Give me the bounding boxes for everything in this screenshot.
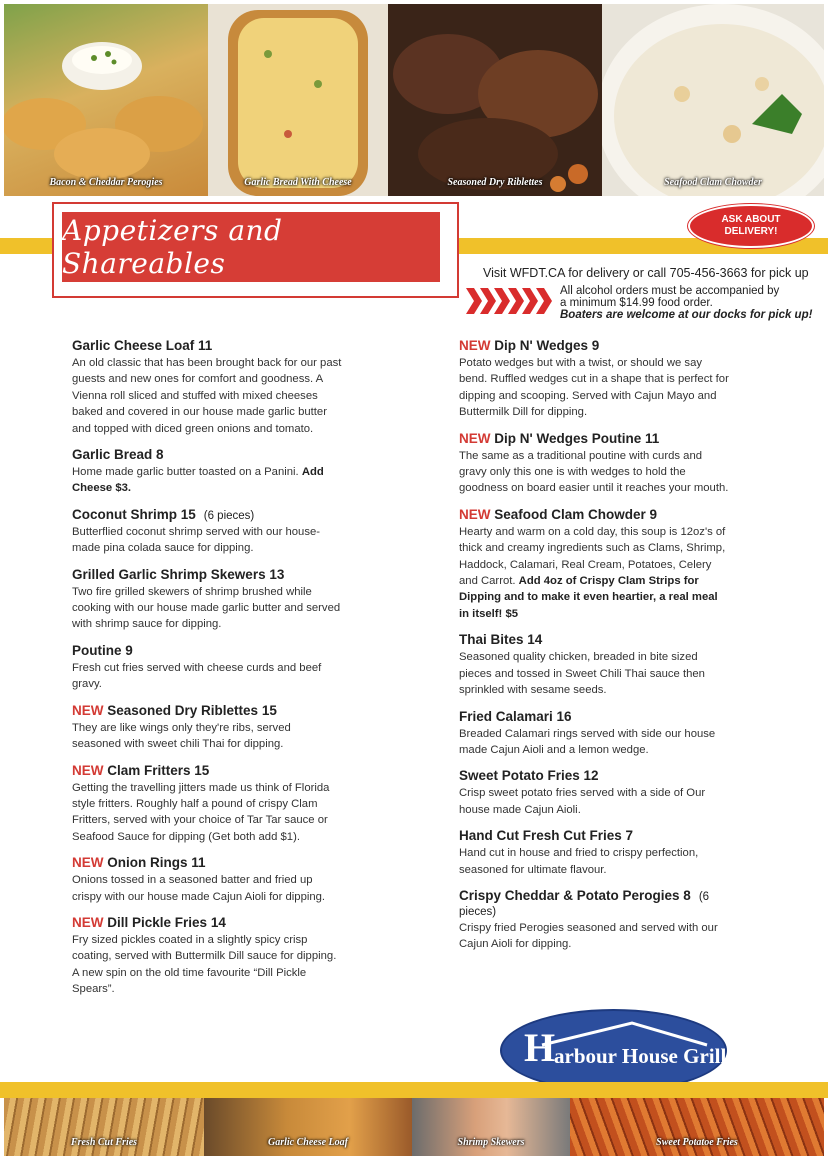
menu-item-heading [72, 567, 342, 582]
menu-item [459, 768, 729, 818]
menu-item-name: Grilled Garlic Shrimp Skewers 13 [72, 566, 285, 582]
description-text: Hearty and warm on a cold day, this soup is 12oz's of thick and creamy ingredients such as Clams, Shrimp, Haddock, Calamari, Real Cream, Potatoes, Celery and Carrot. [459, 525, 726, 588]
photo-caption: Fresh Cut Fries [70, 1137, 138, 1148]
description-text: Fry sized pickles coated in a slightly spicy crisp coating, served with Buttermilk Dill sauce for dipping. A new spin on the old time favourite “Dill Pickle Spears”. [72, 933, 337, 996]
badge-line-2: DELIVERY! [724, 226, 778, 237]
menu-item-description [459, 355, 729, 421]
menu-item-note: (6 pieces) [459, 890, 710, 918]
menu-item [459, 709, 729, 759]
riblettes-illustration [388, 4, 602, 196]
menu-item-name: Fried Calamari 16 [459, 708, 572, 724]
menu-item-heading [72, 507, 342, 522]
menu-item [459, 632, 729, 698]
menu-item [72, 703, 342, 753]
menu-item-heading [459, 768, 729, 783]
menu-item [459, 828, 729, 878]
menu-item [72, 447, 342, 497]
logo-name: arbour House Grill [554, 1044, 727, 1068]
menu-item-name: Seafood Clam Chowder 9 [494, 506, 658, 522]
title-banner [62, 212, 440, 282]
menu-item-heading [72, 447, 342, 462]
description-text: Crisp sweet potato fries served with a side of Our house made Cajun Aioli. [459, 787, 706, 816]
photo-perogies [4, 4, 208, 196]
description-text: Onions tossed in a seasoned batter and fried up crispy with our house made Cajun Aioli for dipping. [72, 874, 326, 903]
new-badge: NEW [72, 914, 104, 930]
chevron-arrows-icon [466, 288, 556, 314]
menu-item-addon: Add Cheese $3. [72, 466, 324, 495]
menu-item-description [72, 720, 342, 753]
notice-line-3: Boaters are welcome at our docks for pick up! [560, 309, 813, 321]
menu-item-description [72, 355, 342, 437]
menu-item-name: Coconut Shrimp 15 [72, 506, 196, 522]
photo-caption: Shrimp Skewers [457, 1137, 525, 1148]
menu-item-description [459, 920, 729, 953]
photo-caption: Sweet Potatoe Fries [656, 1137, 738, 1148]
alcohol-notice [560, 285, 812, 321]
description-text: The same as a traditional poutine with curds and gravy only this one is with wedges to hold the goodness on board easier until it reaches your mouth. [459, 449, 729, 495]
menu-item-heading [459, 338, 729, 353]
menu-item-description [459, 448, 729, 497]
description-text: Getting the travelling jitters made us think of Florida style fritters. Roughly half a pound of crispy Clam Fritters, served with your choice of Tar Tar sauce or Seafood Sauce for dipping (Get both add $1). [72, 781, 330, 843]
menu-item-description [459, 524, 729, 622]
menu-item-heading [459, 632, 729, 647]
photo-garlic-cheese-loaf [204, 1098, 412, 1156]
new-badge: NEW [72, 855, 104, 871]
description-text: They are like wings only they're ribs, served seasoned with sweet chili Thai for dipping. [72, 721, 291, 751]
menu-item-description [459, 785, 729, 818]
menu-item [459, 431, 729, 497]
logo-initial: H [524, 1025, 556, 1070]
menu-item-name: Poutine 9 [72, 642, 133, 658]
menu-item-description [459, 726, 729, 759]
menu-item-heading [72, 338, 342, 353]
photo-caption: Seasoned Dry Riblettes [447, 177, 543, 188]
photo-sweet-potatoe-fries [570, 1098, 824, 1156]
description-text: Crispy fried Perogies seasoned and served with our Cajun Aioli for dipping. [459, 921, 718, 951]
chowder-illustration [602, 4, 824, 196]
menu-item-name: Clam Fritters 15 [107, 762, 210, 778]
description-text: Butterflied coconut shrimp served with our house-made pina colada sauce for dipping. [72, 525, 321, 555]
menu-item-name: Dip N' Wedges Poutine 11 [494, 430, 660, 446]
menu-item [72, 507, 342, 557]
notice-line-2: a minimum $14.99 food order. [560, 297, 713, 309]
menu-item [72, 763, 342, 846]
menu-item-name: Seasoned Dry Riblettes 15 [107, 702, 277, 718]
menu-item-heading [459, 507, 729, 522]
photo-caption: Seafood Clam Chowder [664, 177, 762, 188]
menu-item-heading [459, 431, 729, 446]
photo-garlic-bread [208, 4, 388, 196]
photo-riblettes [388, 4, 602, 196]
menu-item-heading [459, 888, 729, 918]
menu-item-name: Dill Pickle Fries 14 [107, 914, 226, 930]
menu-item [72, 855, 342, 905]
description-text: Potato wedges but with a twist, or should we say bend. Ruffled wedges cut in a shape that is perfect for dipping and scooping. Served with Cajun Mayo and Buttermilk Dill for dipping. [459, 357, 729, 419]
new-badge: NEW [72, 762, 104, 778]
menu-item-addon: Add 4oz of Crispy Clam Strips for Dipping and to make it even heartier, a real meal in itself! $5 [459, 575, 718, 620]
menu-item-heading [72, 763, 342, 778]
garlic-bread-illustration [208, 4, 388, 196]
menu-item [459, 507, 729, 622]
menu-item-name: Hand Cut Fresh Cut Fries 7 [459, 828, 634, 844]
perogies-illustration [4, 4, 208, 196]
new-badge: NEW [459, 430, 491, 446]
description-text: Home made garlic butter toasted on a Panini. [72, 466, 299, 479]
menu-item-description [72, 464, 342, 497]
menu-item-name: Crispy Cheddar & Potato Perogies 8 [459, 887, 691, 903]
photo-fresh-cut-fries [4, 1098, 204, 1156]
menu-item [72, 567, 342, 633]
menu-item-description [72, 584, 342, 633]
new-badge: NEW [72, 702, 104, 718]
menu-item-description [72, 660, 342, 693]
menu-item-heading [72, 855, 342, 870]
menu-item-name: Dip N' Wedges 9 [494, 338, 600, 353]
menu-item-description [72, 524, 342, 557]
menu-item [459, 888, 729, 953]
menu-item-description [72, 780, 342, 846]
badge-line-1: ASK ABOUT [721, 214, 781, 225]
menu-column-right [459, 338, 729, 963]
description-text: Seasoned quality chicken, breaded in bite sized pieces and tossed in Sweet Chili Thai sauce then sprinkled with sesame seeds. [459, 651, 705, 697]
menu-item-description [459, 845, 729, 878]
description-text: An old classic that has been brought back for our past guests and new ones for comfort and goodness. A Vienna roll sliced and stuffed with mixed cheeses baked and covered in our house made garlic butter and topped with diced green onions and tomato. [72, 357, 342, 435]
menu-item-name: Onion Rings 11 [107, 855, 206, 871]
description-text: Fresh cut fries served with cheese curds and beef gravy. [72, 661, 322, 691]
visit-line: Visit WFDT.CA for delivery or call 705-456-3663 for pick up [483, 266, 809, 280]
menu-item-name: Thai Bites 14 [459, 632, 543, 648]
menu-item [459, 338, 729, 421]
description-text: Breaded Calamari rings served with side our house made Cajun Aioli and a lemon wedge. [459, 727, 716, 756]
notice-line-1: All alcohol orders must be accompanied by [560, 285, 780, 297]
photo-caption: Garlic Cheese Loaf [268, 1137, 348, 1148]
photo-shrimp-skewers [412, 1098, 570, 1156]
menu-item-heading [72, 703, 342, 718]
menu-item-name: Garlic Cheese Loaf 11 [72, 338, 213, 353]
menu-item-description [72, 872, 342, 905]
harbour-house-grill-logo [500, 1009, 727, 1092]
menu-item-heading [459, 709, 729, 724]
photo-caption: Bacon & Cheddar Perogies [49, 177, 163, 188]
photo-caption: Garlic Bread With Cheese [244, 177, 352, 188]
menu-item [72, 338, 342, 437]
menu-item-description [459, 649, 729, 698]
menu-item-note: (6 pieces) [203, 509, 255, 522]
menu-item-description [72, 932, 342, 998]
description-text: Hand cut in house and fried to crispy perfection, seasoned for ultimate flavour. [459, 847, 699, 876]
menu-item-name: Garlic Bread 8 [72, 447, 164, 463]
bottom-accent-band [0, 1082, 828, 1098]
menu-item [72, 915, 342, 998]
menu-item-name: Sweet Potato Fries 12 [459, 768, 599, 784]
ask-about-delivery-badge [688, 204, 814, 248]
menu-item-heading [72, 643, 342, 658]
new-badge: NEW [459, 338, 491, 353]
description-text: Two fire grilled skewers of shrimp brushed while cooking with our house made garlic butter and served with shrimp sauce for dipping. [72, 585, 341, 631]
new-badge: NEW [459, 506, 491, 522]
menu-item-heading [72, 915, 342, 930]
menu-column-left [72, 338, 342, 1008]
menu-item [72, 643, 342, 693]
menu-item-heading [459, 828, 729, 843]
photo-clam-chowder [602, 4, 824, 196]
page-title: Appetizers and Shareables [62, 214, 283, 280]
